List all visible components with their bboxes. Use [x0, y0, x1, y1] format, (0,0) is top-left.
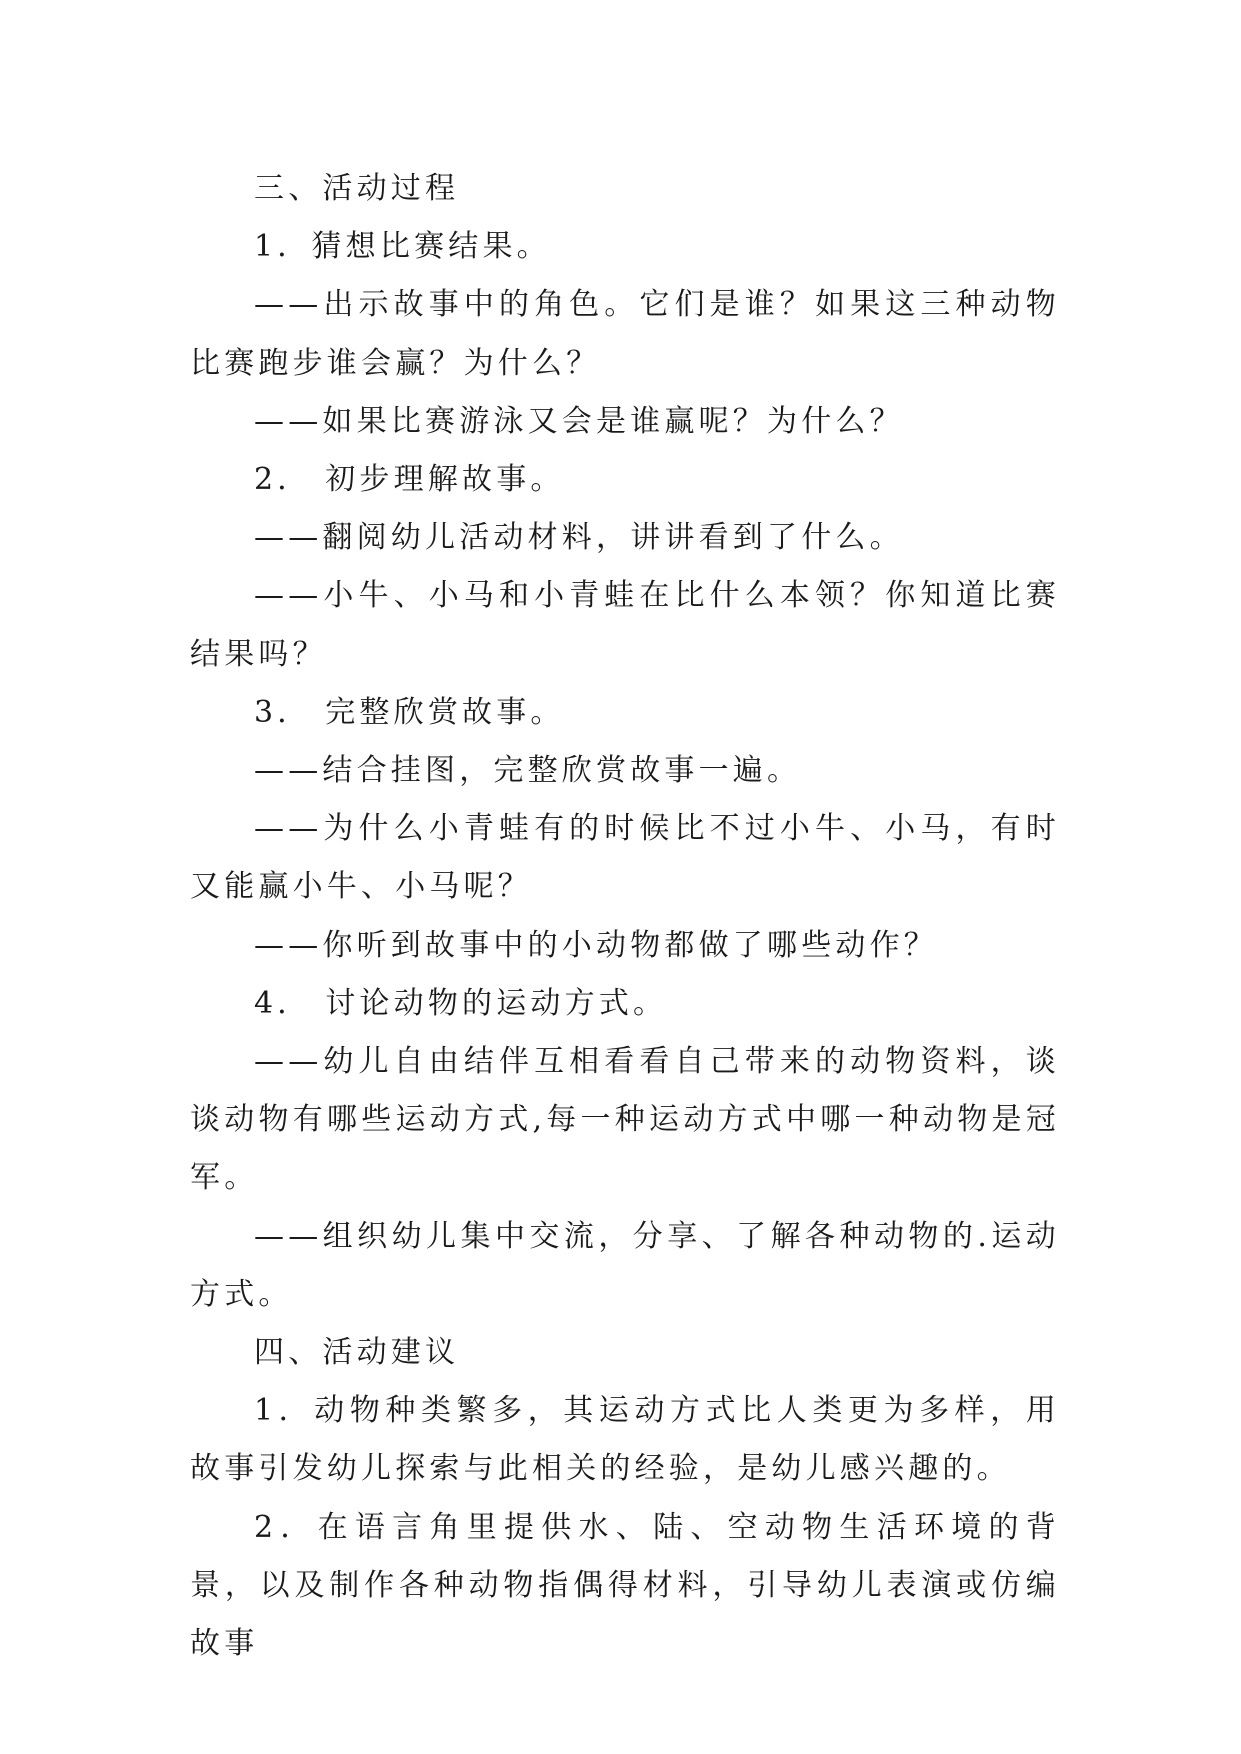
step-3-item-3: ——你听到故事中的小动物都做了哪些动作？ — [254, 927, 938, 963]
step-4-heading: 4． 讨论动物的运动方式。 — [254, 985, 668, 1021]
suggestion-2: 2．在语言角里提供水、陆、空动物生活环境的背景，以及制作各种动物指偶得材料，引导幼儿表演或仿编故事 — [190, 1509, 1060, 1662]
step-2-item-2: ——小牛、小马和小青蛙在比什么本领？你知道比赛结果吗？ — [190, 578, 1060, 672]
document-body — [190, 160, 1060, 1673]
step-2-item-1: ——翻阅幼儿活动材料，讲讲看到了什么。 — [254, 520, 904, 556]
step-3-heading: 3． 完整欣赏故事。 — [254, 694, 565, 730]
section-heading-suggestions: 四、活动建议 — [254, 1335, 460, 1371]
step-3-item-1: ——结合挂图，完整欣赏故事一遍。 — [254, 753, 802, 789]
step-2-heading: 2． 初步理解故事。 — [254, 462, 565, 498]
step-1-item-2: ——如果比赛游泳又会是谁赢呢？为什么？ — [254, 403, 904, 439]
step-1-heading: 1．猜想比赛结果。 — [254, 229, 551, 265]
step-4-item-2: ——组织幼儿集中交流，分享、了解各种动物的.运动方式。 — [190, 1218, 1060, 1312]
step-3-item-2: ——为什么小青蛙有的时候比不过小牛、小马，有时又能赢小牛、小马呢？ — [190, 811, 1060, 905]
suggestion-1: 1．动物种类繁多，其运动方式比人类更为多样，用故事引发幼儿探索与此相关的经验，是幼儿感兴趣的。 — [190, 1393, 1060, 1487]
step-4-item-1: ——幼儿自由结伴互相看看自己带来的动物资料，谈谈动物有哪些运动方式,每一种运动方式中哪一种动物是冠军。 — [190, 1044, 1060, 1196]
section-heading-process: 三、活动过程 — [254, 171, 460, 206]
step-1-item-1: ——出示故事中的角色。它们是谁？如果这三种动物比赛跑步谁会赢？为什么？ — [190, 287, 1060, 381]
